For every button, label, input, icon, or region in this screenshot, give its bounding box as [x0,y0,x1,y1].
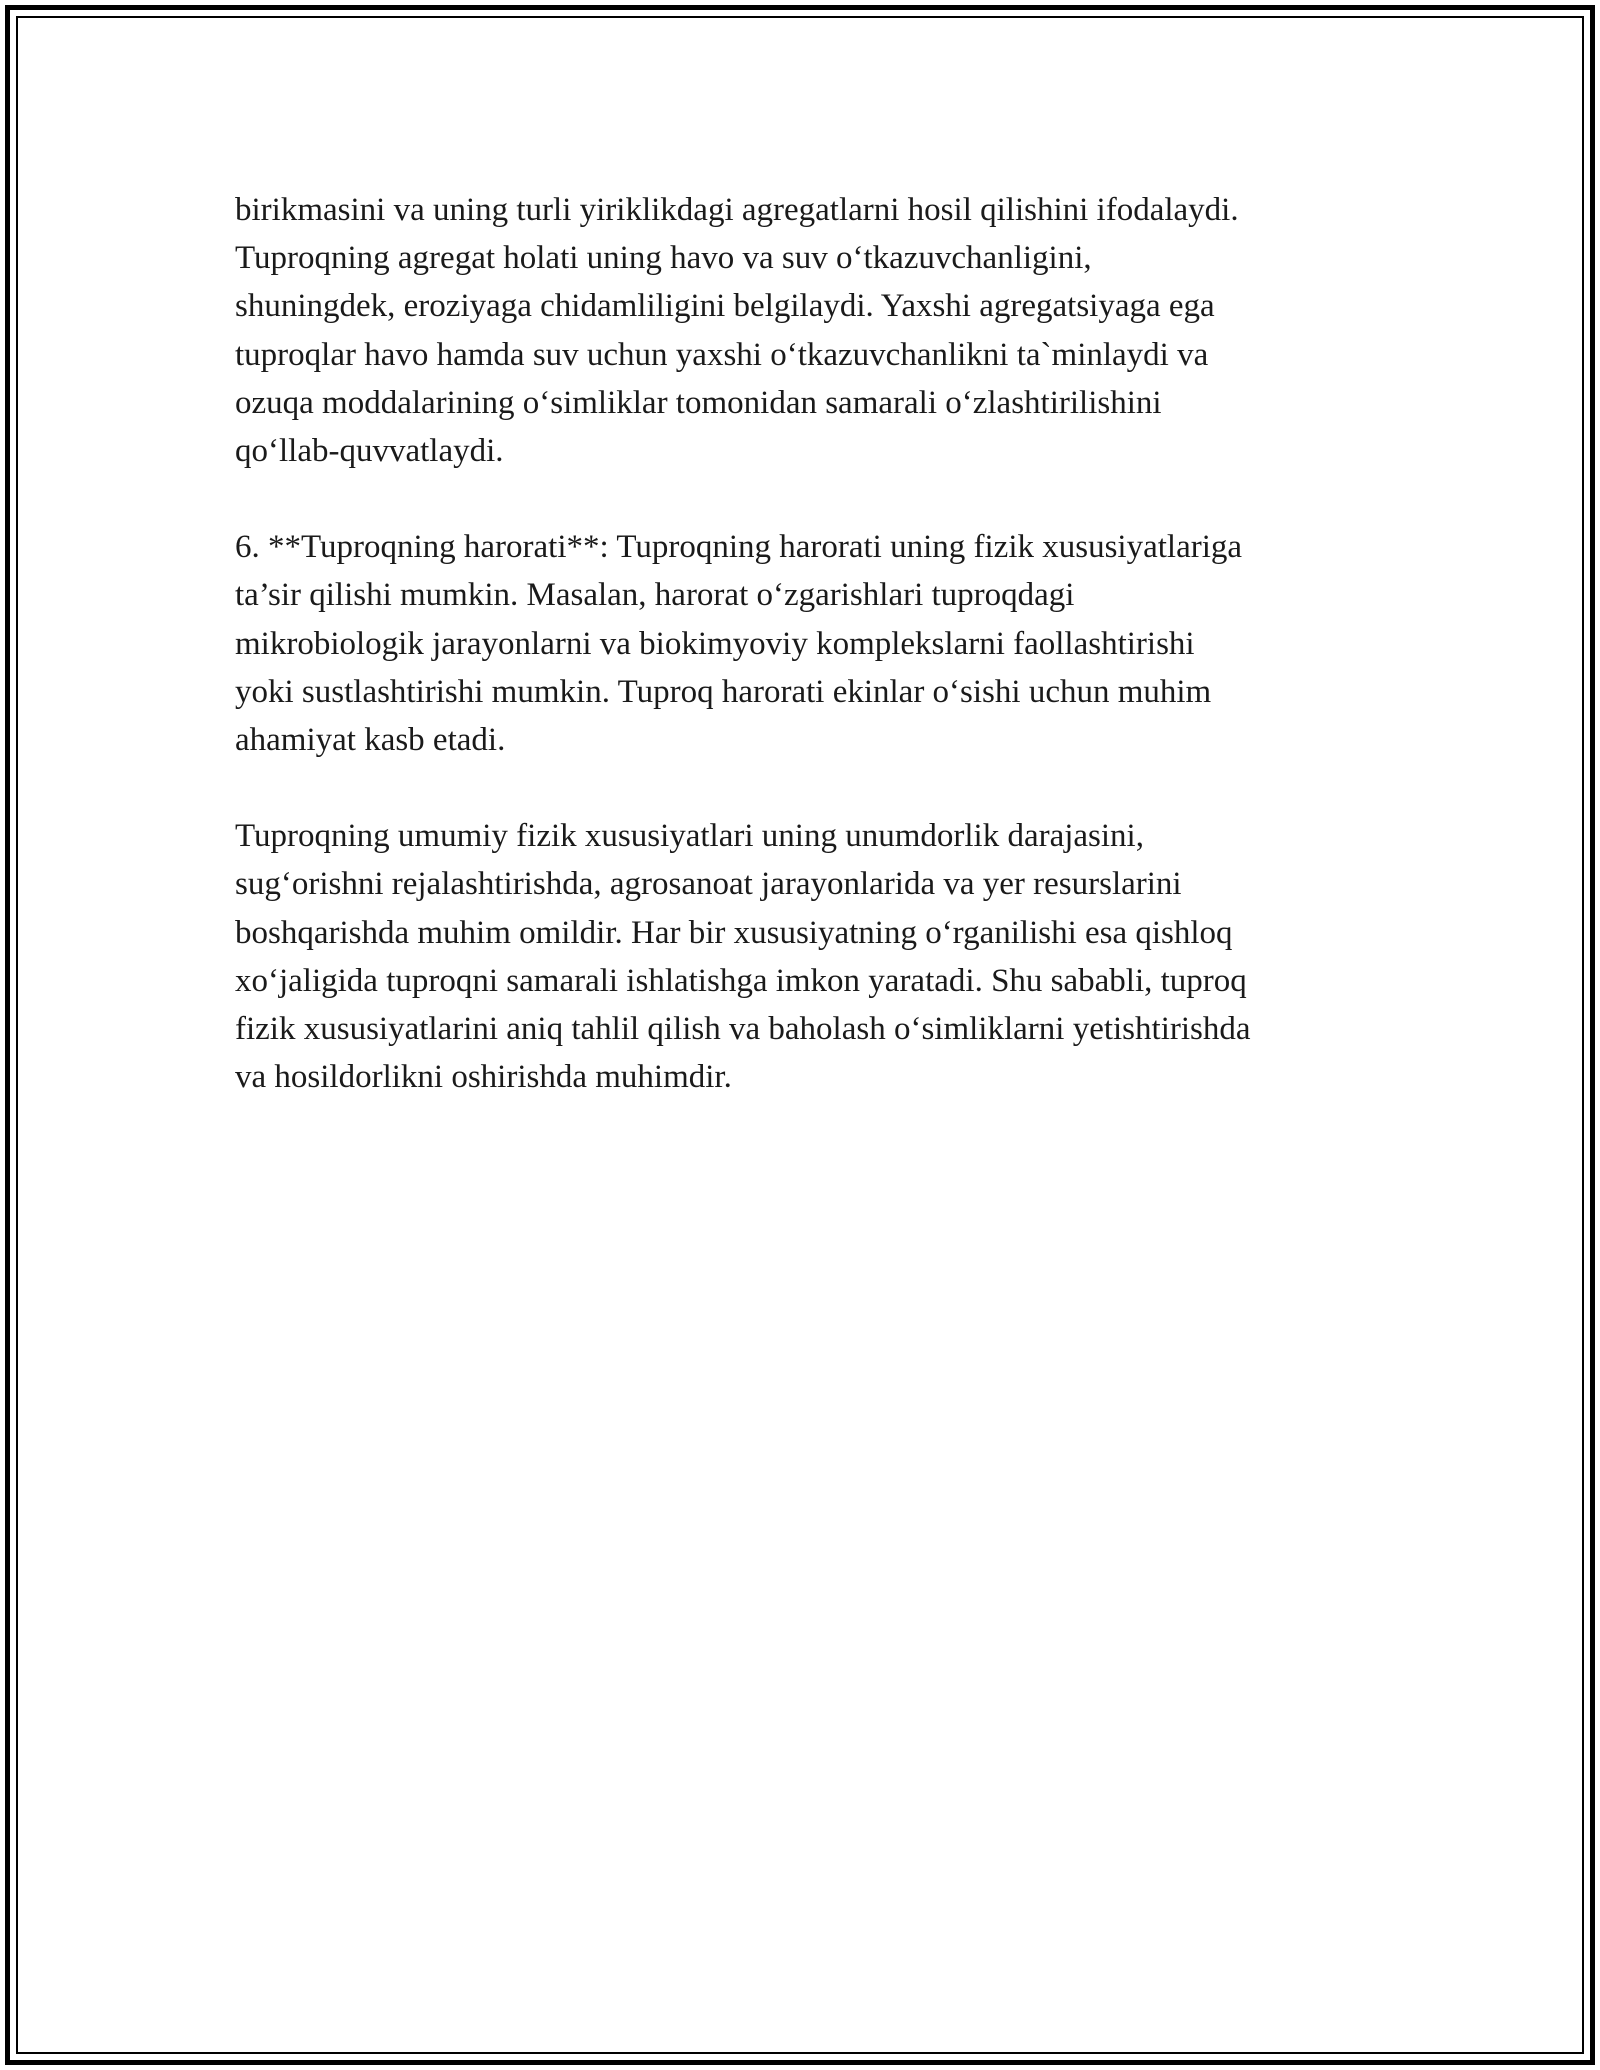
paragraph-tuproq-harorati: 6. **Tuproqning harorati**: Tuproqning harorati uning fizik xususiyatlariga ta’sir qilishi mumkin. Masalan, harorat o‘zgarishlari tuproqdagi mikrobiologik jarayonlarni va biokimyoviy komplekslarni faollashtirishi yoki sustlashtirishi mumkin. Tuproq harorati ekinlar o‘sishi uchun muhim ahamiyat kasb etadi. [235,529,1243,759]
paragraph-xulosa: Tuproqning umumiy fizik xususiyatlari uning unumdorlik darajasini, sug‘orishni rejalashtirishda, agrosanoat jarayonlarida va yer resurslarini boshqarishda muhim omildir. Har bir xususiyatning o‘rganilishi esa qishloq xo‘jaligida tuproqni samarali ishlatishga imkon yaratadi. Shu sababli, tuproq fizik xususiyatlarini aniq tahlil qilish va baholash o‘simliklarni yetishtirishda va hosildorlikni oshirishda muhimdir. [235,818,1251,1096]
document-body [235,186,1375,1149]
paragraph-agregat-holati: birikmasini va uning turli yiriklikdagi agregatlarni hosil qilishini ifodalaydi. Tuproqning agregat holati uning havo va suv o‘tkazuvchanligini, shuningdek, eroziyaga chidamliligini belgilaydi. Yaxshi agregatsiyaga ega tuproqlar havo hamda suv uchun yaxshi o‘tkazuvchanlikni ta`minlaydi va ozuqa moddalarining o‘simliklar tomonidan samarali o‘zlashtirilishini qo‘llab-quvvatlaydi. [235,192,1239,470]
